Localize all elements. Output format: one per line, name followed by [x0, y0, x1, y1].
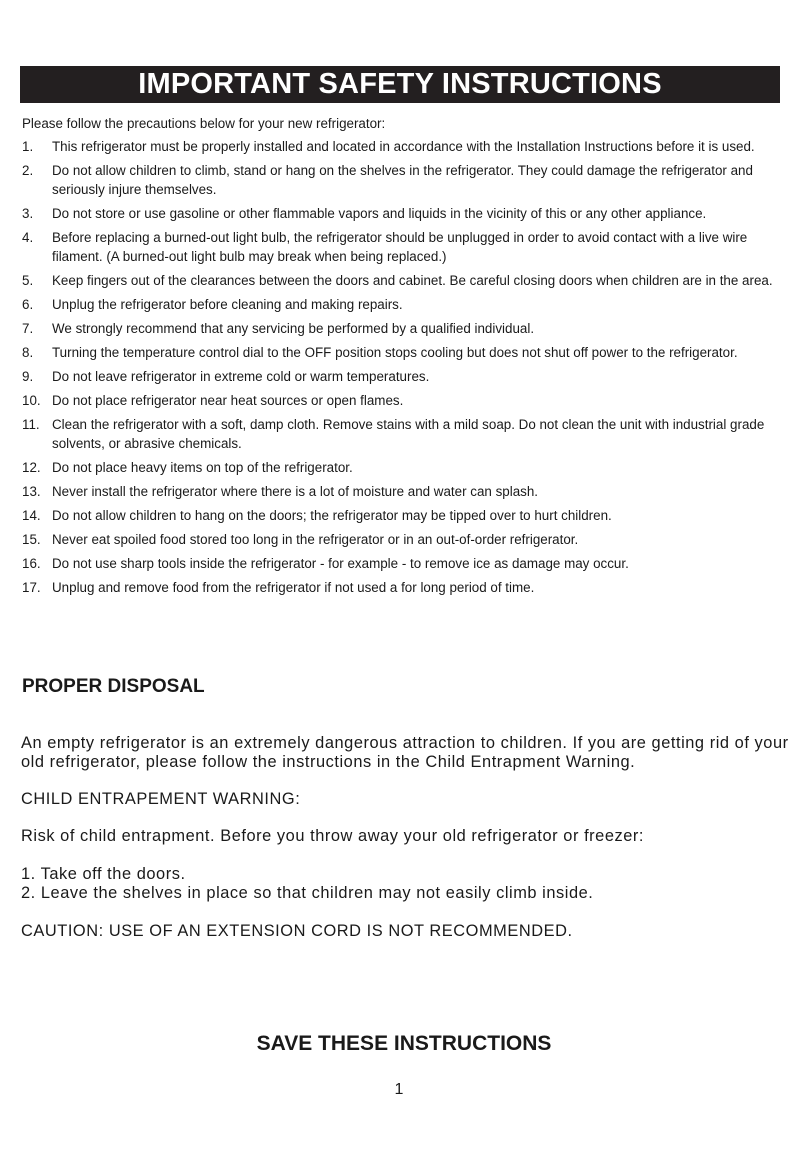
item-number: 13.: [22, 484, 41, 499]
caution-text: CAUTION: USE OF AN EXTENSION CORD IS NOT RECOMMENDED.: [21, 922, 573, 940]
intro-text: Please follow the precautions below for your new refrigerator:: [22, 116, 386, 131]
list-item: [22, 367, 782, 386]
list-item: [22, 578, 782, 597]
instructions-list: [22, 137, 782, 602]
item-text: Never eat spoiled food stored too long in the refrigerator or in an out-of-order refrigerator.: [52, 532, 579, 547]
list-item: [22, 530, 782, 549]
item-number: 7.: [22, 321, 34, 336]
item-text: We strongly recommend that any servicing be performed by a qualified individual.: [52, 321, 535, 336]
item-number: 5.: [22, 273, 34, 288]
list-item: [22, 271, 782, 290]
item-number: 9.: [22, 369, 34, 384]
item-number: 1.: [22, 139, 34, 154]
list-item: [22, 458, 782, 477]
list-item: [22, 319, 782, 338]
item-number: 3.: [22, 206, 34, 221]
list-item: [22, 204, 782, 223]
item-number: 11.: [22, 417, 40, 432]
list-item: [22, 506, 782, 525]
item-number: 17.: [22, 580, 41, 595]
disposal-step: 2. Leave the shelves in place so that children may not easily climb inside.: [21, 884, 594, 902]
item-text: Unplug and remove food from the refrigerator if not used a for long period of time.: [52, 580, 535, 595]
item-text: Before replacing a burned-out light bulb, the refrigerator should be unplugged in order to avoid contact with a live wire filament. (A burned-out light bulb may break when being replaced.): [52, 230, 748, 264]
item-number: 8.: [22, 345, 34, 360]
item-number: 2.: [22, 163, 34, 178]
disposal-steps: [21, 865, 796, 903]
risk-text: Risk of child entrapment. Before you throw away your old refrigerator or freezer:: [21, 827, 645, 845]
item-text: Unplug the refrigerator before cleaning and making repairs.: [52, 297, 403, 312]
list-item: [22, 295, 782, 314]
item-text: Turning the temperature control dial to the OFF position stops cooling but does not shut off power to the refrigerator.: [52, 345, 738, 360]
item-text: Do not allow children to climb, stand or hang on the shelves in the refrigerator. They could damage the refrigerator and seriously injure themselves.: [52, 163, 753, 197]
item-number: 15.: [22, 532, 41, 547]
list-item: [22, 137, 782, 156]
list-item: [22, 482, 782, 501]
disposal-paragraph: An empty refrigerator is an extremely dangerous attraction to children. If you are getting rid of your old refrigerator, please follow the instructions in the Child Entrapment Warning.: [21, 734, 789, 771]
item-number: 16.: [22, 556, 41, 571]
warning-label: CHILD ENTRAPEMENT WARNING:: [21, 790, 301, 808]
list-item: [22, 554, 782, 573]
item-number: 10.: [22, 393, 41, 408]
item-text: Do not leave refrigerator in extreme cold or warm temperatures.: [52, 369, 430, 384]
list-item: [22, 161, 782, 199]
page-title: IMPORTANT SAFETY INSTRUCTIONS: [20, 66, 780, 103]
item-text: Do not place heavy items on top of the refrigerator.: [52, 460, 353, 475]
list-item: [22, 415, 782, 453]
disposal-step: 1. Take off the doors.: [21, 865, 186, 883]
item-text: Do not use sharp tools inside the refrigerator - for example - to remove ice as damage may occur.: [52, 556, 629, 571]
item-text: This refrigerator must be properly installed and located in accordance with the Installation Instructions before it is used.: [52, 139, 755, 154]
list-item: [22, 228, 782, 266]
disposal-heading: PROPER DISPOSAL: [22, 676, 205, 697]
item-text: Do not allow children to hang on the doors; the refrigerator may be tipped over to hurt children.: [52, 508, 612, 523]
item-number: 4.: [22, 230, 34, 245]
item-text: Never install the refrigerator where there is a lot of moisture and water can splash.: [52, 484, 539, 499]
page-number: 1: [394, 1081, 404, 1098]
item-number: 14.: [22, 508, 41, 523]
list-item: [22, 391, 782, 410]
item-text: Keep fingers out of the clearances between the doors and cabinet. Be careful closing doors when children are in the area.: [52, 273, 773, 288]
list-item: [22, 343, 782, 362]
item-text: Do not place refrigerator near heat sources or open flames.: [52, 393, 404, 408]
item-number: 12.: [22, 460, 41, 475]
item-text: Clean the refrigerator with a soft, damp cloth. Remove stains with a mild soap. Do not clean the unit with industrial grade solvents, or abrasive chemicals.: [52, 417, 765, 451]
save-instructions-heading: SAVE THESE INSTRUCTIONS: [256, 1032, 552, 1055]
item-number: 6.: [22, 297, 34, 312]
item-text: Do not store or use gasoline or other flammable vapors and liquids in the vicinity of this or any other appliance.: [52, 206, 707, 221]
